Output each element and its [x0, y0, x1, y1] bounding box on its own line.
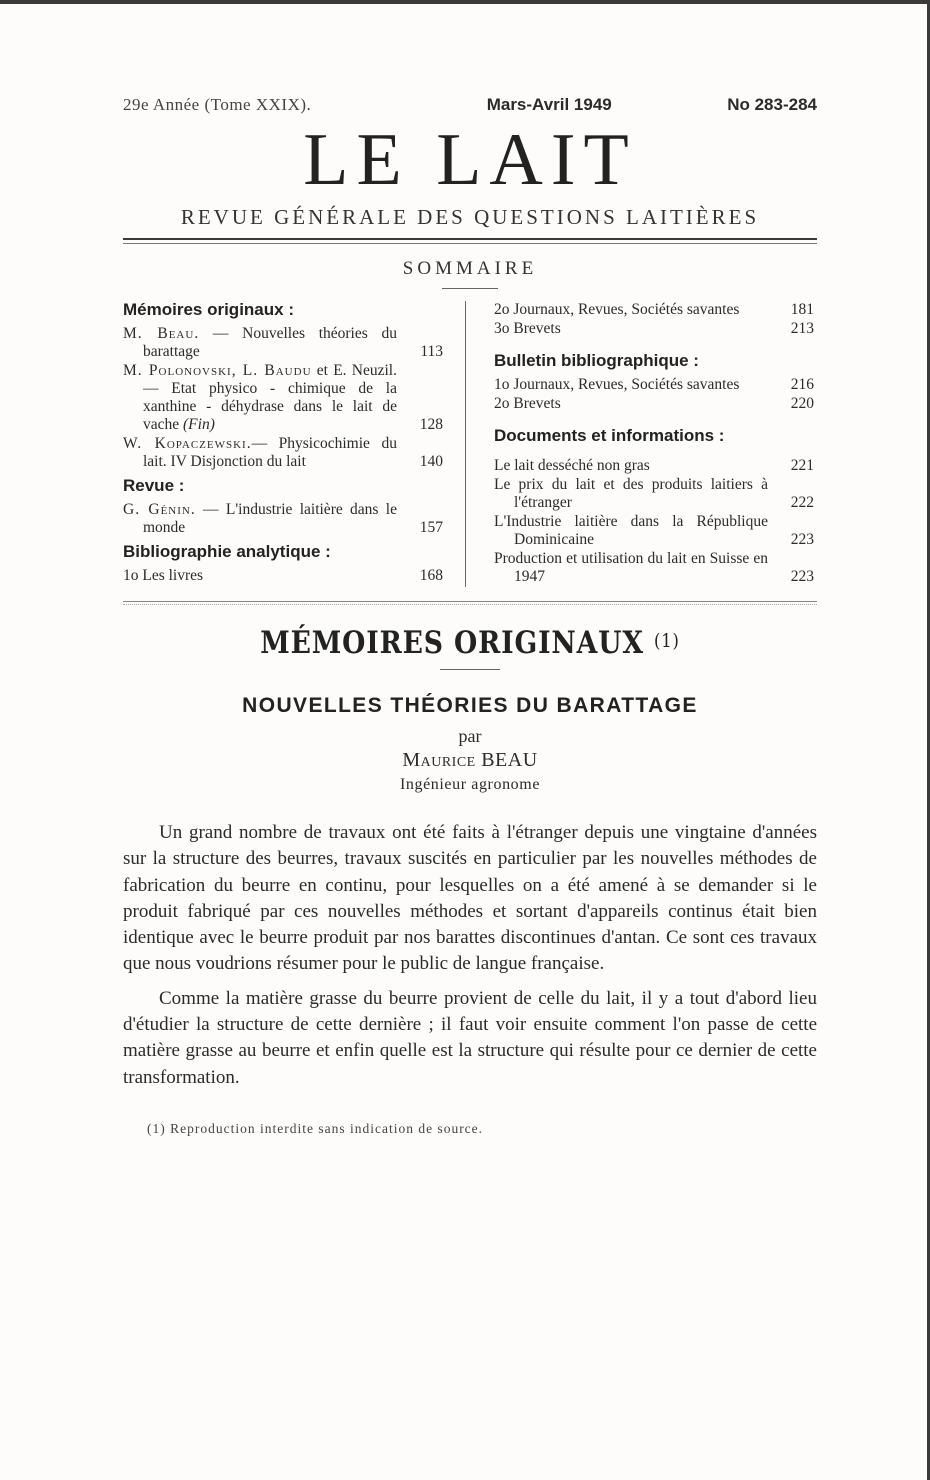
toc-title: Le prix du lait et des produits laitiers à l'étranger — [494, 476, 768, 511]
toc-entry[interactable] — [494, 550, 814, 586]
table-of-contents — [123, 301, 817, 587]
masthead — [123, 95, 817, 115]
toc-entry[interactable] — [494, 395, 814, 413]
toc-heading-revue[interactable]: Revue : — [123, 476, 185, 495]
issue-number: No 283-284 — [727, 95, 817, 114]
header-rule — [123, 238, 817, 244]
article-title: NOUVELLES THÉORIES DU BARATTAGE — [242, 694, 698, 717]
toc-entry-text — [123, 362, 411, 434]
toc-entry-text — [123, 501, 411, 537]
toc-right-column — [466, 301, 814, 587]
toc-title: 2o Journaux, Revues, Sociétés savantes — [494, 301, 740, 318]
toc-entry-text — [123, 435, 411, 471]
footnote: (1) Reproduction interdite sans indication de source. — [147, 1120, 484, 1136]
toc-author: M. Polonovski, L. Baudu — [123, 362, 312, 379]
toc-entry[interactable] — [123, 567, 443, 585]
toc-title: L'Industrie laitière dans la République Dominicaine — [494, 513, 768, 548]
author-role: Ingénieur agronome — [399, 776, 541, 793]
toc-title: — L'industrie laitière dans le monde — [143, 501, 397, 536]
section-title — [172, 625, 769, 661]
toc-title: 3o Brevets — [494, 320, 561, 337]
toc-entry[interactable] — [123, 362, 443, 434]
toc-author: M. Beau. — [123, 325, 200, 342]
sommaire-title: SOMMAIRE — [402, 258, 538, 279]
toc-page-number: 221 — [790, 457, 814, 474]
toc-page-number: 128 — [419, 416, 443, 433]
toc-page-number: 157 — [419, 519, 443, 536]
toc-entry[interactable] — [123, 501, 443, 537]
toc-heading-bibliographie[interactable]: Bibliographie analytique : — [123, 542, 331, 561]
article-author — [123, 749, 817, 772]
toc-page-number: 216 — [790, 376, 814, 393]
toc-title: 2o Brevets — [494, 395, 561, 412]
toc-bottom-rule — [123, 601, 817, 605]
toc-entry[interactable] — [123, 435, 443, 471]
toc-entry[interactable] — [494, 320, 814, 338]
toc-entry[interactable] — [494, 301, 814, 319]
toc-entry[interactable] — [494, 457, 814, 475]
toc-author: W. Kopaczewski. — [123, 435, 252, 452]
journal-subtitle: REVUE GÉNÉRALE DES QUESTIONS LAITIÈRES — [180, 205, 760, 229]
byline-par: par — [458, 726, 482, 746]
toc-entry[interactable] — [123, 325, 443, 361]
toc-page-number: 181 — [790, 301, 814, 318]
toc-heading-memoires[interactable]: Mémoires originaux : — [123, 300, 294, 319]
journal-title: LE LAIT — [303, 119, 637, 201]
toc-author: G. Génin. — [123, 501, 196, 518]
page-top-edge — [0, 0, 930, 4]
toc-page-number: 140 — [419, 453, 443, 470]
toc-title: Le lait desséché non gras — [494, 457, 650, 474]
journal-page — [123, 95, 817, 1137]
toc-page-number: 223 — [790, 568, 814, 585]
toc-title: — Physicochimie du lait. IV Disjonction du lait — [143, 435, 397, 470]
toc-heading-bulletin[interactable]: Bulletin bibliographique : — [494, 351, 699, 370]
toc-entry-text — [123, 325, 411, 361]
toc-title: 1o Journaux, Revues, Sociétés savantes — [494, 376, 740, 393]
footnote-marker[interactable]: (1) — [654, 630, 680, 652]
toc-title: — Nouvelles théories du barattage — [143, 325, 397, 360]
toc-entry[interactable] — [494, 513, 814, 549]
issue-date: Mars-Avril 1949 — [486, 95, 612, 114]
toc-entry[interactable] — [494, 376, 814, 394]
issue-year-volume: 29e Année (Tome XXIX). — [123, 95, 312, 114]
toc-title: et E. Neuzil. — Etat physico - chimique de la xanthine - déhydrase dans le lait de vache — [143, 362, 397, 433]
toc-title: 1o Les livres — [123, 567, 204, 584]
toc-title: Production et utilisation du lait en Suisse en 1947 — [494, 550, 768, 585]
toc-page-number: 168 — [419, 567, 443, 584]
toc-page-number: 222 — [790, 494, 814, 511]
author-last-name: BEAU — [481, 749, 538, 771]
toc-entry[interactable] — [494, 476, 814, 512]
toc-page-number: 113 — [420, 343, 443, 360]
toc-page-number: 213 — [790, 320, 814, 337]
section-title-text: MÉMOIRES ORIGINAUX — [260, 625, 644, 661]
author-first-name: Maurice — [402, 749, 476, 771]
section-rule — [440, 669, 500, 670]
toc-title-suffix: (Fin) — [179, 416, 215, 433]
toc-heading-documents[interactable]: Documents et informations : — [494, 426, 725, 445]
paragraph: Un grand nombre de travaux ont été faits à l'étranger depuis une vingtaine d'années sur la structure des beurres, travaux suscités en particulier par les nouvelles méthodes de fabrication du beurre en continu, pour lesquelles on a été amené à se demander si le produit fabriqué par ces nouvelles méthodes et sortant d'appareils continus était bien identique avec le beurre produit par nos barattes discontinues d'antan. Ce sont ces travaux que nous voudrions résumer pour le public de langue française. — [123, 822, 817, 975]
paragraph: Comme la matière grasse du beurre provient de celle du lait, il y a tout d'abord lieu d'étudier la structure de cette dernière ; il faut voir ensuite comment l'on passe de cette matière grasse au beurre et enfin quelle est la structure qui résulte pour ce dernier de cette transformation. — [123, 987, 817, 1088]
article-body — [123, 820, 817, 1091]
sommaire-rule — [442, 288, 498, 289]
toc-left-column — [123, 301, 466, 587]
toc-page-number: 223 — [790, 531, 814, 548]
toc-page-number: 220 — [790, 395, 814, 412]
